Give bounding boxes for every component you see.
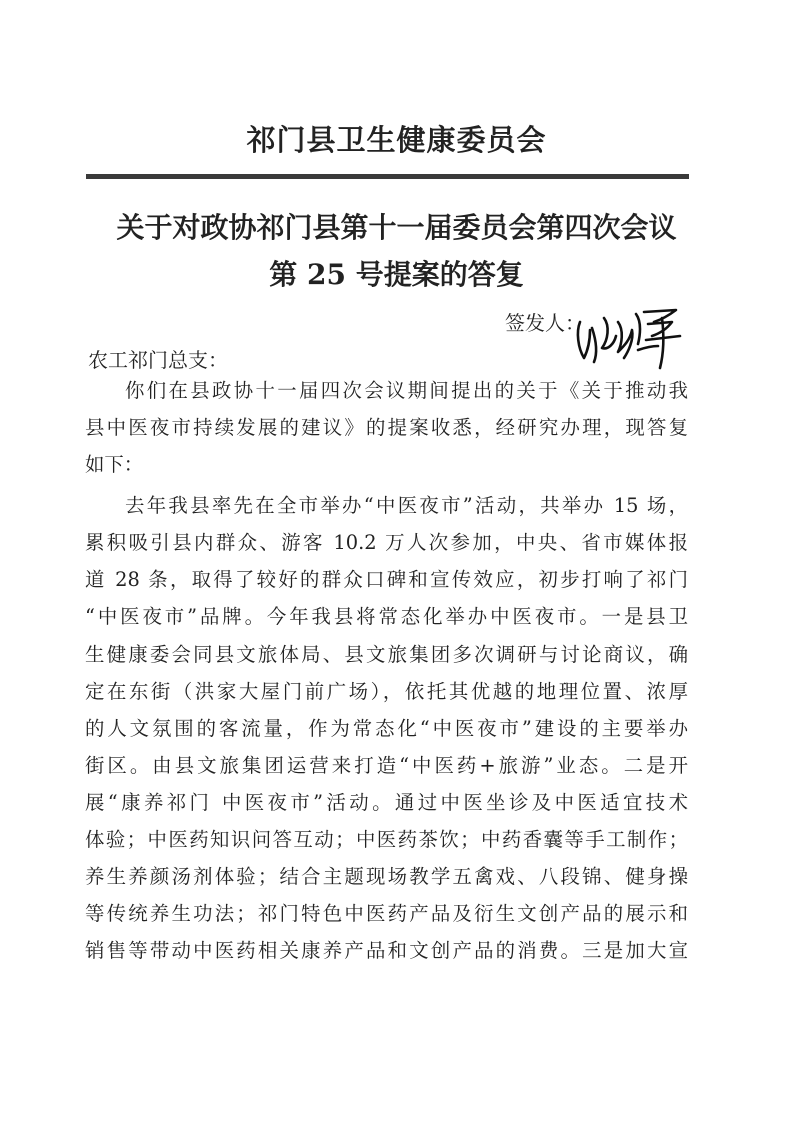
paragraph-2-line: 等传统养生功法；祁门特色中医药产品及衍生文创产品的展示和 — [85, 902, 688, 925]
organization-header: 祁门县卫生健康委员会 — [246, 123, 547, 157]
paragraph-2-line: 的人文氛围的客流量，作为常态化“中医夜市”建设的主要举办 — [85, 717, 688, 740]
paragraph-2-line: 体验；中医药知识问答互动；中医药茶饮；中药香囊等手工制作； — [85, 828, 688, 851]
paragraph-2-line: 展“康养祁门 中医夜市”活动。通过中医坐诊及中医适宜技术 — [85, 791, 688, 814]
paragraph-1-line: 你们在县政协十一届四次会议期间提出的关于《关于推动我 — [125, 379, 688, 402]
paragraph-2-line: 去年我县率先在全市举办“中医夜市”活动，共举办 15 场， — [125, 494, 688, 517]
paragraph-2-line: 生健康委会同县文旅体局、县文旅集团多次调研与讨论商议，确 — [85, 643, 688, 666]
paragraph-1-line: 如下： — [85, 453, 144, 476]
document-title-line-1: 关于对政协祁门县第十一届委员会第四次会议 — [116, 211, 677, 244]
paragraph-2-line: 定在东街（洪家大屋门前广场），依托其优越的地理位置、浓厚 — [85, 680, 688, 703]
paragraph-2-line: 累积吸引县内群众、游客 10.2 万人次参加，中央、省市媒体报 — [85, 531, 688, 554]
handwritten-signature — [568, 300, 693, 375]
paragraph-2-line: “中医夜市”品牌。今年我县将常态化举办中医夜市。一是县卫 — [85, 605, 688, 628]
paragraph-2-line: 销售等带动中医药相关康养产品和文创产品的消费。三是加大宣 — [85, 939, 688, 962]
salutation: 农工祁门总支： — [88, 348, 228, 372]
paragraph-1-line: 县中医夜市持续发展的建议》的提案收悉，经研究办理，现答复 — [85, 416, 688, 439]
paragraph-2-line: 养生养颜汤剂体验；结合主题现场教学五禽戏、八段锦、健身操 — [85, 865, 688, 888]
document-title-line-2: 第 25 号提案的答复 — [269, 258, 524, 291]
paragraph-2-line: 街区。由县文旅集团运营来打造“中医药+旅游”业态。二是开 — [85, 754, 688, 777]
header-divider — [86, 174, 689, 179]
signer-label: 签发人： — [505, 311, 585, 335]
paragraph-2-line: 道 28 条，取得了较好的群众口碑和宣传效应，初步打响了祁门 — [85, 568, 688, 591]
